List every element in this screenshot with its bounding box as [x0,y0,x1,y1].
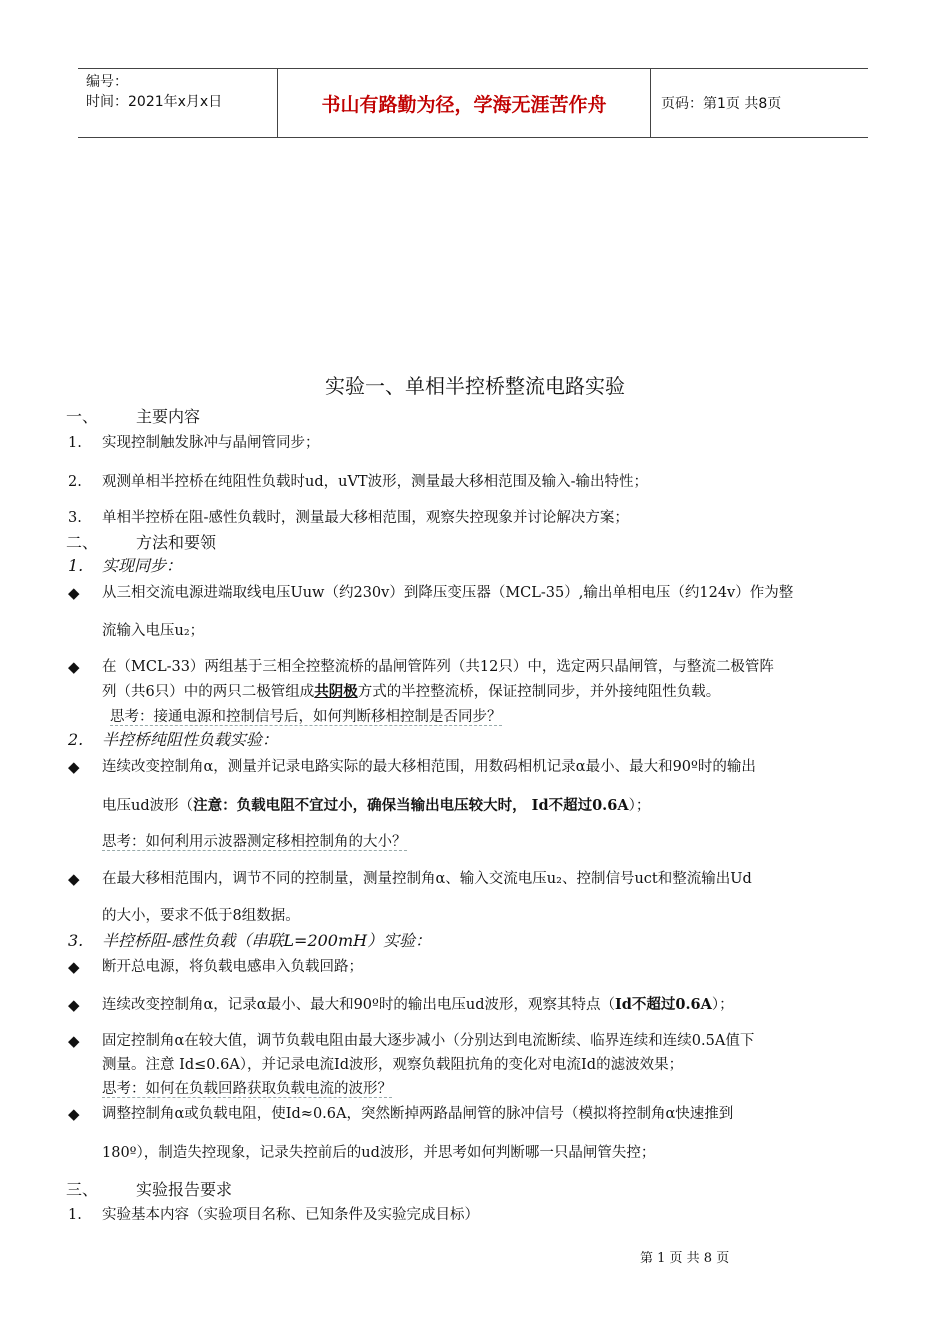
bullet-icon: ◆ [68,584,80,602]
header-time: 时间：2021年x月x日 [86,94,223,110]
sub-heading-1: 1. 实现同步： [68,556,183,575]
section-2-heading: 二、 方法和要领 [66,533,217,552]
b4-line-2: 的大小，要求不低于8组数据。 [102,908,300,924]
b3-warning: 注意：负载电阻不宜过小，确保当输出电压较大时， Id不超过0.6A [193,797,629,814]
sec1-item-3-num: 3. [68,510,82,526]
header-page: 页码：第1页 共8页 [661,96,782,112]
bullet-icon: ◆ [68,996,80,1014]
page-header [78,68,868,138]
sec1-item-1-num: 1. [68,435,82,451]
page-footer: 第 1 页 共 8 页 [640,1251,730,1266]
think-1: 思考：接通电源和控制信号后，如何判断移相控制是否同步？ [110,709,502,725]
bullet-icon: ◆ [68,1105,80,1123]
b1-line-1: 从三相交流电源进端取线电压Uuw（约230v）到降压变压器（MCL-35）,输出单相电压（约124v）作为整 [102,585,794,601]
b7-line-2: 测量。注意 Id≤0.6A），并记录电流Id波形，观察负载阻抗角的变化对电流Id的滤波效果； [102,1057,684,1073]
b3-line-2: 电压ud波形（注意：负载电阻不宜过小，确保当输出电压较大时， Id不超过0.6A）； [102,797,651,814]
sec3-item-1: 实验基本内容（实验项目名称、已知条件及实验完成目标） [102,1207,479,1223]
b3-line-1: 连续改变控制角α，测量并记录电路实际的最大移相范围，用数码相机记录α最小、最大和90º时的输出 [102,759,756,775]
sec1-item-2-num: 2. [68,474,82,490]
b8-line-1: 调整控制角α或负载电阻，使Id≈0.6A，突然断掉两路晶闸管的脉冲信号（模拟将控制角α快速推到 [102,1106,734,1122]
b7-line-1: 固定控制角α在较大值，调节负载电阻由最大逐步减小（分别达到电流断续、临界连续和连续0.5A值下 [102,1033,755,1049]
b2-line-2: 列（共6只）中的两只二极管组成共阴极方式的半控整流桥，保证控制同步，并外接纯阻性负载。 [102,683,721,700]
header-code: 编号： [86,74,128,90]
section-1-heading: 一、 主要内容 [66,407,201,426]
sec1-item-2: 观测单相半控桥在纯阻性负载时ud，uVT波形，测量最大移相范围及输入-输出特性； [102,474,648,490]
common-cathode-term: 共阴极 [314,683,358,700]
b4-line-1: 在最大移相范围内，调节不同的控制量，测量控制角α、输入交流电压u₂、控制信号uct和整流输出Ud [102,871,752,887]
b2-line-1: 在（MCL-33）两组基于三相全控整流桥的晶闸管阵列（共12只）中，选定两只晶闸管，与整流二极管阵 [102,659,774,675]
b1-line-2: 流输入电压u₂； [102,623,205,639]
b5: 断开总电源，将负载电感串入负载回路； [102,959,363,975]
header-meta [78,69,278,137]
b8-line-2: 180º），制造失控现象，记录失控前后的ud波形，并思考如何判断哪一只晶闸管失控； [102,1145,656,1161]
bullet-icon: ◆ [68,658,80,676]
bullet-icon: ◆ [68,758,80,776]
sec1-item-1: 实现控制触发脉冲与晶闸管同步； [102,435,320,451]
bullet-icon: ◆ [68,958,80,976]
bullet-icon: ◆ [68,870,80,888]
document-title: 实验一、单相半控桥整流电路实验 [325,374,625,398]
section-3-heading: 三、 实验报告要求 [66,1180,233,1199]
sub-heading-3: 3. 半控桥阻-感性负载（串联L=200mH）实验： [68,931,432,950]
b6: 连续改变控制角α，记录α最小、最大和90º时的输出电压ud波形，观察其特点（Id不超过0.6A）； [102,996,734,1013]
header-motto: 书山有路勤为径，学海无涯苦作舟 [278,69,651,137]
think-3: 思考：如何在负载回路获取负载电流的波形？ [102,1081,392,1097]
sec3-item-1-num: 1. [68,1207,82,1223]
bullet-icon: ◆ [68,1032,80,1050]
sub-heading-2: 2. 半控桥纯阻性负载实验： [68,730,279,749]
sec1-item-3: 单相半控桥在阻-感性负载时，测量最大移相范围，观察失控现象并讨论解决方案； [102,510,629,526]
think-2: 思考：如何利用示波器测定移相控制角的大小？ [102,834,407,850]
